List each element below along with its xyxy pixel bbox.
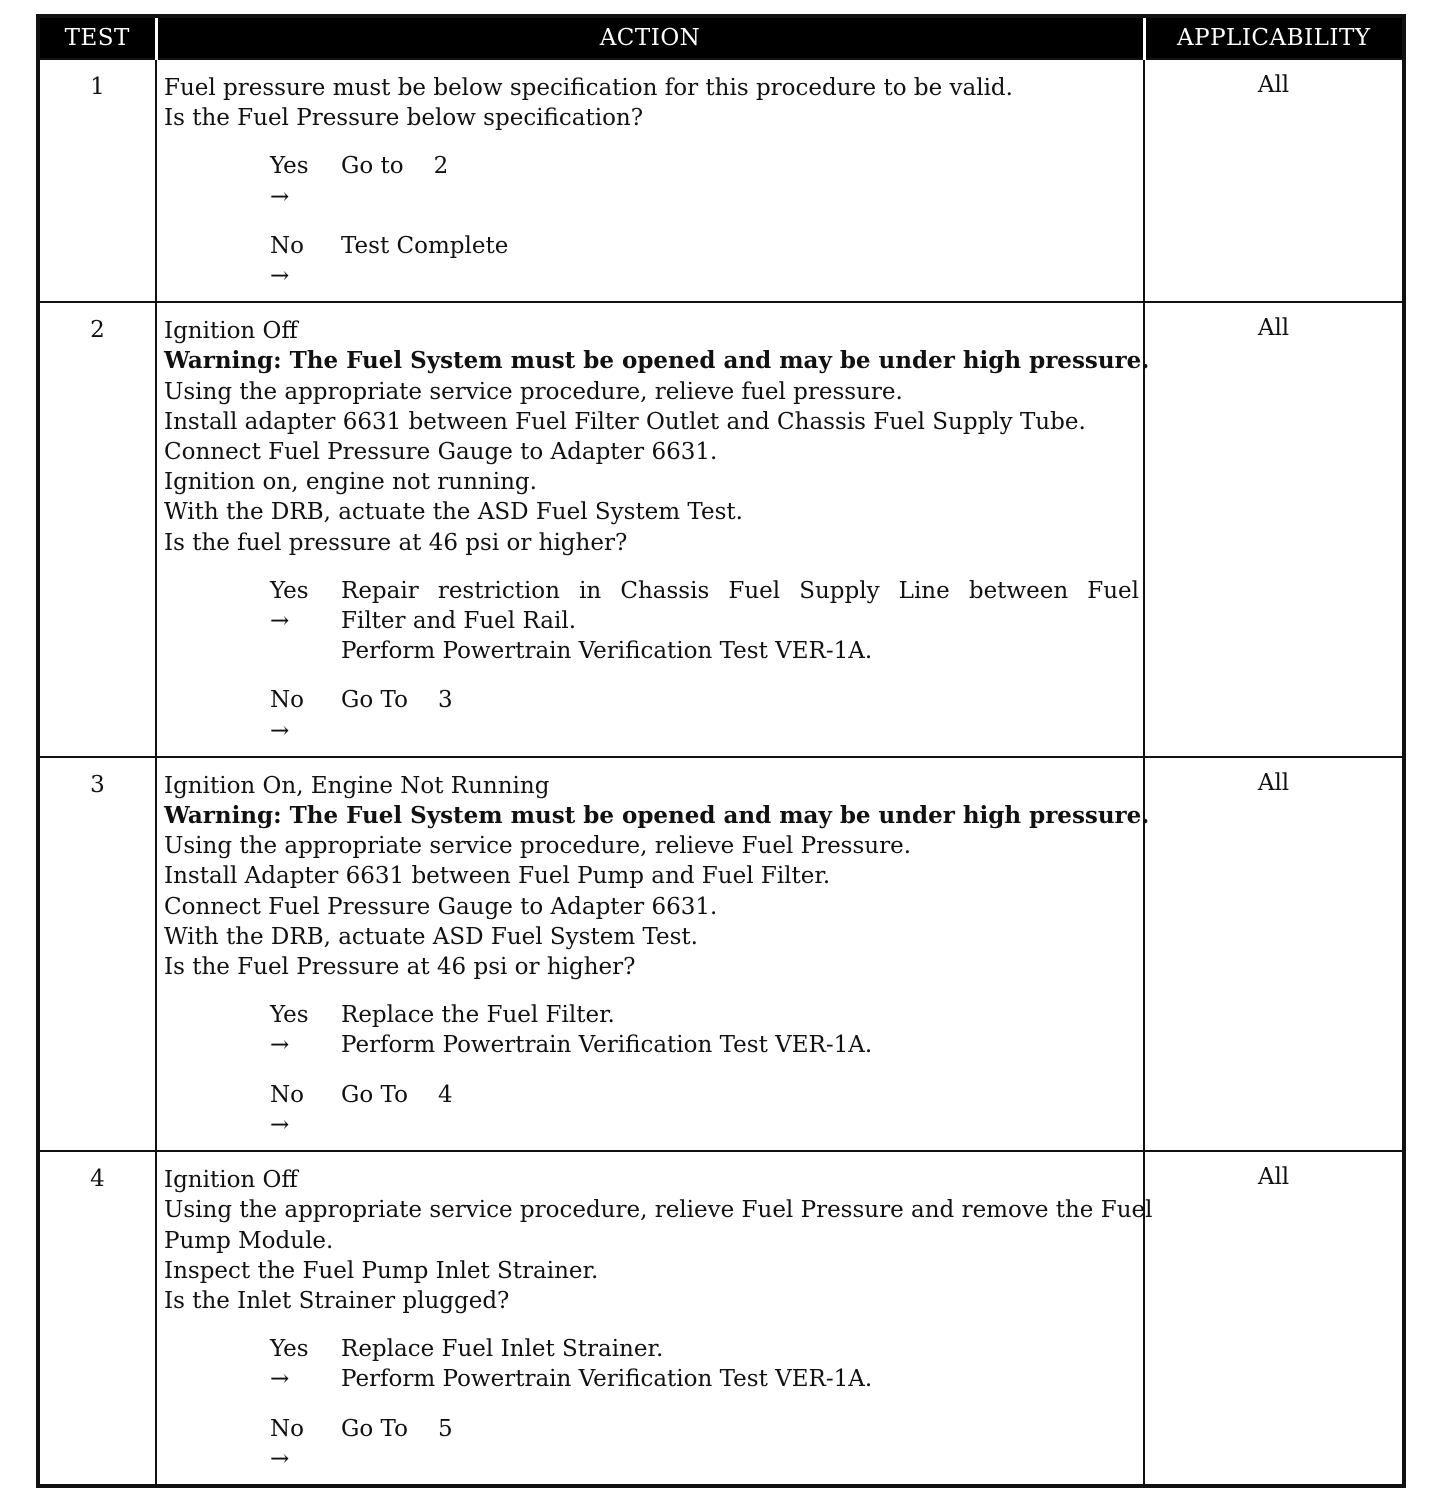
action-line: Ignition On, Engine Not Running (164, 772, 550, 799)
test-number: 2 (38, 302, 156, 757)
outcome-no (164, 231, 1139, 291)
action-line: Is the Inlet Strainer plugged? (164, 1287, 510, 1314)
applicability-value: All (1144, 59, 1404, 302)
outcome-no (164, 1414, 1139, 1474)
action-line: Ignition Off (164, 1167, 298, 1194)
action-line: Inspect the Fuel Pump Inlet Strainer. (164, 1257, 599, 1284)
test-number: 3 (38, 757, 156, 1151)
outcome-result: Replace Fuel Inlet Strainer. (341, 1336, 664, 1363)
test-number: 4 (38, 1151, 156, 1486)
action-line: Install adapter 6631 between Fuel Filter Outlet and Chassis Fuel Supply Tube. (164, 408, 1086, 435)
action-line: Ignition Off (164, 318, 298, 345)
outcome-no (164, 1080, 1139, 1140)
procedure-table-container (36, 14, 1402, 1488)
action-line: Using the appropriate service procedure, relieve Fuel Pressure and remove the Fuel (164, 1197, 1153, 1224)
goto-step: 3 (437, 687, 453, 714)
arrow-right-icon: → (270, 717, 290, 744)
arrow-right-icon: → (270, 183, 290, 210)
applicability-value: All (1144, 757, 1404, 1151)
action-line: Using the appropriate service procedure, relieve Fuel Pressure. (164, 833, 912, 860)
outcome-result: Go To (341, 1415, 408, 1442)
header-action: ACTION (156, 16, 1144, 59)
action-line: Is the fuel pressure at 46 psi or higher? (164, 529, 628, 556)
outcome-label: No (270, 687, 304, 714)
outcome-result: Go To (341, 687, 408, 714)
outcome-label: Yes (270, 1002, 309, 1029)
action-line: Pump Module. (164, 1227, 334, 1254)
action-line: Is the Fuel Pressure at 46 psi or higher? (164, 954, 636, 981)
goto-step: 4 (437, 1081, 453, 1108)
arrow-right-icon: → (270, 1445, 290, 1472)
arrow-right-icon: → (270, 1111, 290, 1138)
outcome-result: Filter and Fuel Rail. (341, 608, 577, 635)
test-number: 1 (38, 59, 156, 302)
applicability-value: All (1144, 302, 1404, 757)
goto-step: 5 (437, 1415, 453, 1442)
header-row (38, 16, 1404, 59)
outcome-result: Go to (341, 153, 404, 180)
outcome-no (164, 685, 1139, 745)
goto-step: 2 (433, 153, 449, 180)
table-row (38, 302, 1404, 757)
action-line: With the DRB, actuate ASD Fuel System Test. (164, 923, 698, 950)
applicability-value: All (1144, 1151, 1404, 1486)
outcome-label: Yes (270, 1336, 309, 1363)
arrow-right-icon: → (270, 1366, 290, 1393)
action-line: With the DRB, actuate the ASD Fuel System Test. (164, 499, 743, 526)
outcome-label: No (270, 1081, 304, 1108)
action-line: Using the appropriate service procedure, relieve fuel pressure. (164, 378, 903, 405)
action-cell (156, 302, 1150, 757)
arrow-right-icon: → (270, 608, 290, 635)
test-procedure-table (36, 14, 1406, 1488)
outcome-label: No (270, 1415, 304, 1442)
outcome-result: Perform Powertrain Verification Test VER-1A. (341, 1032, 873, 1059)
action-line: Connect Fuel Pressure Gauge to Adapter 6631. (164, 893, 718, 920)
action-line: Fuel pressure must be below specification for this procedure to be valid. (164, 75, 1013, 101)
outcome-label: Yes (270, 577, 309, 604)
action-cell (156, 757, 1150, 1151)
outcome-yes (164, 1000, 1139, 1060)
arrow-right-icon: → (270, 263, 290, 290)
outcome-result: Repair restriction in Chassis Fuel Supply Line between Fuel (341, 577, 1139, 604)
action-line: Ignition on, engine not running. (164, 469, 537, 496)
outcome-result: Go To (341, 1081, 408, 1108)
outcome-yes (164, 576, 1139, 667)
header-test: TEST (38, 16, 156, 59)
action-cell (156, 1151, 1153, 1486)
action-line: Install Adapter 6631 between Fuel Pump and Fuel Filter. (164, 863, 831, 890)
outcome-label: Yes (270, 153, 309, 180)
outcome-yes (164, 151, 1139, 211)
outcome-result: Replace the Fuel Filter. (341, 1002, 615, 1029)
action-line: Connect Fuel Pressure Gauge to Adapter 6631. (164, 439, 718, 466)
outcome-yes (164, 1334, 1139, 1394)
table-row (38, 1151, 1404, 1486)
outcome-result: Test Complete (341, 232, 509, 259)
header-applicability: APPLICABILITY (1144, 16, 1404, 59)
warning-line: Warning: The Fuel System must be opened and may be under high pressure. (164, 802, 1150, 830)
outcome-result: Perform Powertrain Verification Test VER-1A. (341, 1366, 873, 1393)
outcome-label: No (270, 232, 304, 259)
outcome-result: Perform Powertrain Verification Test VER-1A. (341, 638, 873, 665)
arrow-right-icon: → (270, 1032, 290, 1059)
table-row (38, 757, 1404, 1151)
warning-line: Warning: The Fuel System must be opened and may be under high pressure. (164, 347, 1150, 375)
action-line: Is the Fuel Pressure below specification? (164, 105, 644, 132)
table-row (38, 59, 1404, 302)
action-cell (156, 59, 1144, 302)
